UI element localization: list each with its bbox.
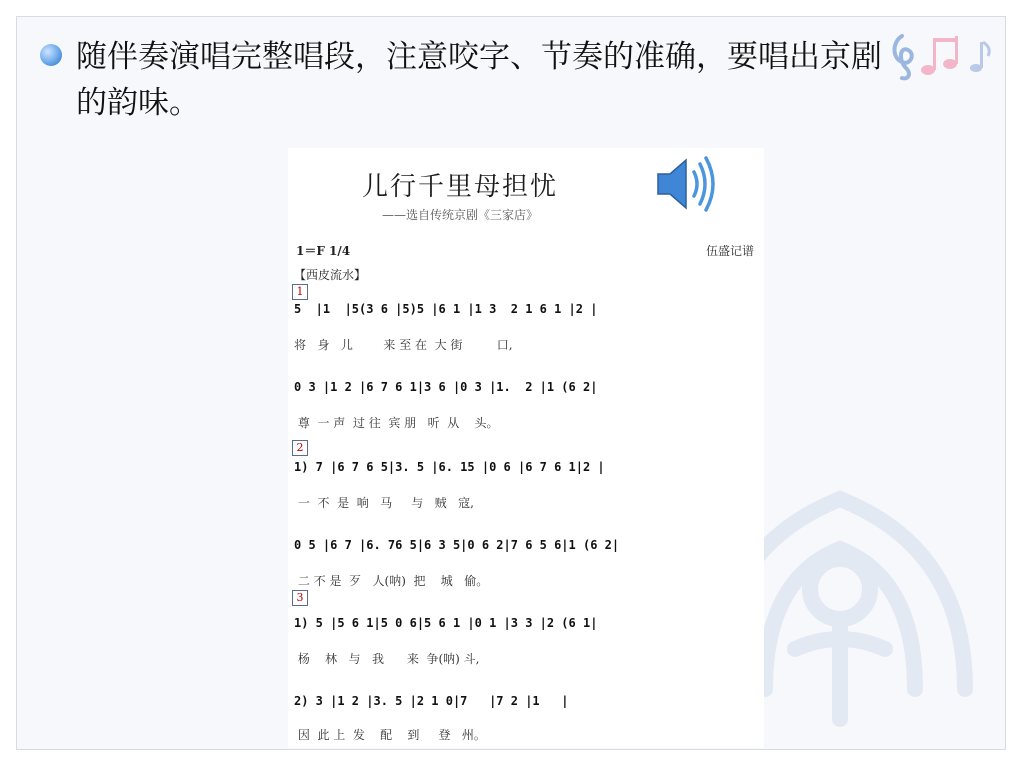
lyrics-line: 将 身 儿 来 至 在 大 街 口, bbox=[294, 338, 513, 352]
notation-line: 0 5 |6 7 |6. 76 5|6 3 5|0 6 2|7 6 5 6|1 (6 2| bbox=[294, 538, 620, 552]
bullet-dot-icon bbox=[40, 44, 62, 66]
notation-line: 0 3 |1 2 |6 7 6 1|3 6 |0 3 |1. 2 |1 (6 2| bbox=[294, 380, 598, 394]
notation-line: 1) 7 |6 7 6 5|3. 5 |6. 15 |0 6 |6 7 6 1|2 | bbox=[294, 460, 605, 474]
notation-line: 2) 3 |1 2 |3. 5 |2 1 0|7 |7 2 |1 | bbox=[294, 694, 569, 708]
notation-line: 5 |1 |5(3 6 |5)5 |6 1 |1 3 2 1 6 1 |2 | bbox=[294, 302, 598, 316]
lyrics-line: 二 不 是 歹 人(呐) 把 城 偷。 bbox=[294, 574, 489, 588]
recorder-credit: 伍盛记谱 bbox=[705, 244, 754, 258]
speaker-icon[interactable] bbox=[652, 152, 720, 216]
section-marker: 3 bbox=[292, 590, 308, 606]
tune-mode: 【西皮流水】 bbox=[294, 268, 367, 282]
lyrics-line: 一 不 是 响 马 与 贼 寇, bbox=[294, 496, 474, 510]
music-notes-icon bbox=[888, 24, 998, 84]
lyrics-line: 杨 林 与 我 来 争(呐) 斗, bbox=[294, 652, 480, 666]
song-title: 儿行千里母担忧 bbox=[361, 172, 558, 202]
notation-line: 1) 5 |5 6 1|5 0 6|5 6 1 |0 1 |3 3 |2 (6 1| bbox=[294, 616, 598, 630]
lyrics-line: 尊 一 声 过 往 宾 朋 听 从 头。 bbox=[294, 416, 499, 430]
section-marker: 1 bbox=[292, 284, 308, 300]
lyrics-line: 因 此 上 发 配 到 登 州。 bbox=[294, 728, 486, 742]
key-signature: 1＝F 1/4 bbox=[296, 244, 351, 258]
section-marker: 2 bbox=[292, 440, 308, 456]
song-subtitle: ——选自传统京剧《三家店》 bbox=[381, 208, 538, 222]
slide-heading: 随伴奏演唱完整唱段，注意咬字、节奏的准确，要唱出京剧的韵味。 bbox=[76, 39, 882, 121]
sheet-music bbox=[288, 148, 764, 748]
